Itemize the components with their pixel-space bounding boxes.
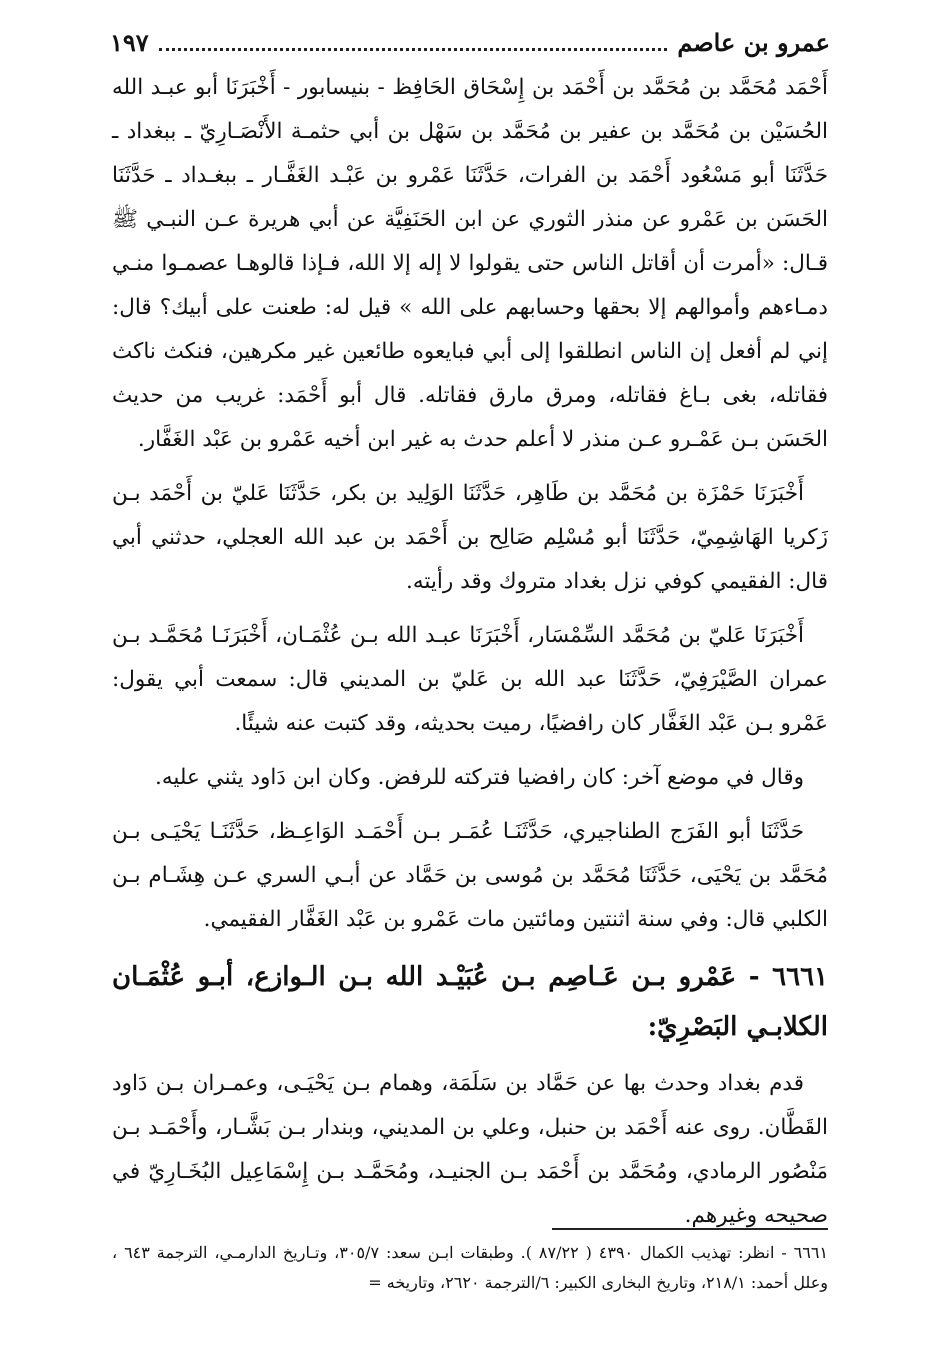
- page-number: ١٩٧: [110, 28, 149, 57]
- paragraph-5: حَدَّثَنَا أبو الفَرَج الطناجيري، حَدَّثَنَـا عُمَـر بـن أَحْمَـد الوَاعِـظ، حَدَّثَنَـا يَحْيَـى بـن مُحَمَّد بن يَحْيَى، حَدَّثَنَا مُحَمَّد بن مُوسى بن حَمَّاد عن أبـي السري عـن هِشَـام بـن الكلبي قال: وفي سنة اثنتين ومائتين مات عَمْرو بن عَبْد الغَفَّار الفقيمي.: [112, 819, 828, 932]
- leader-dots: [159, 34, 668, 51]
- paragraph-3: أَخْبَرَنَا عَليّ بن مُحَمَّد السِّمْسَار، أَخْبَرَنَا عبـد الله بـن عُثْمَـان، أَخْبَرَنَـا مُحَمَّـد بـن عمران الصَّيْرَفِيّ، حَدَّثَنَا عبد الله بن عَليّ بن المديني قال: سمعت أبي يقول: عَمْرو بـن عَبْد الغَفَّار كان رافضيًا، رميت بحديثه، وقد كتبت عنه شيئًا.: [112, 623, 828, 736]
- paragraph-1: أَحْمَد مُحَمَّد بن مُحَمَّد بن أَحْمَد بن إِسْحَاق الحَافِظ - بنيسابور - أَخْبَرَنَا أبو عبـد الله الحُسَيْن بن مُحَمَّد بن عفير بن مُحَمَّد بن سَهْل بن أبي حثمـة الأَنْصَـارِيّ ـ ببغداد ـ حَدَّثَنَا أبو مَسْعُود أَحْمَد بن الفرات، حَدَّثَنَا عَمْرو بن عَبْـد الغَفَّـار ـ ببغـداد ـ حَدَّثَنَا الحَسَن بن عَمْرو عن منذر الثوري عن ابن الحَنَفِيَّة عن أبي هريرة عـن النبـي ﷺ قـال: «أمرت أن أقاتل الناس حتى يقولوا لا إله إلا الله، فـإذا قالوهـا عصمـوا منـي دمـاءهم وأموالهم إلا بحقها وحسابهم على الله » قيل له: طعنت على أبيك؟ قال: إني لم أفعل إن الناس انطلقوا إلى أبي فبايعوه طائعين غير مكرهين، فنكث ناكث فقاتله، بغى بـاغ فقاتله، ومرق مارق فقاتله. قال أبو أَحْمَد: غريب من حديث الحَسَن بـن عَمْـرو عـن منذر لا أعلم حدث به غير ابن أخيه عَمْرو بن عَبْد الغَفَّار.: [112, 75, 828, 452]
- running-head: [110, 28, 830, 62]
- body-text: [112, 66, 828, 1248]
- footnote-divider: [552, 1228, 828, 1230]
- entry-heading: ٦٦٦١ - عَمْرو بـن عَـاصِم بـن عُبَيْـد الله بـن الـوازع، أبـو عُثْمَـان الكلابـي البَصْرِيّ:: [112, 962, 828, 1042]
- paragraph-2: أَخْبَرَنَا حَمْزَة بن مُحَمَّد بن طَاهِر، حَدَّثَنَا الوَلِيد بن بكر، حَدَّثَنَا عَليّ بن أَحْمَد بـن زَكريا الهَاشِمِيّ، حَدَّثَنَا أبو مُسْلِم صَالِح بن أَحْمَد بن عبد الله العجلي، حدثني أبي قال: الفقيمي كوفي نزل بغداد متروك وقد رأيته.: [112, 481, 828, 594]
- entry-text: قدم بغداد وحدث بها عن حَمَّاد بن سَلَمَة، وهمام بـن يَحْيَـى، وعمـران بـن دَاود القَطَّان. روى عنه أَحْمَد بن حنبل، وعلي بن المديني، وبندار بـن بَشَّـار، وأَحْمَـد بـن مَنْصُور الرمادي، ومُحَمَّد بن أَحْمَد بـن الجنيـد، ومُحَمَّـد بـن إِسْمَاعِيل البُخَـارِيّ في صحيحه وغيرهم.: [112, 1071, 828, 1228]
- paragraph-4: وقال في موضع آخر: كان رافضيا فتركته للرفض. وكان ابن دَاود يثني عليه.: [155, 765, 804, 790]
- running-title: عمرو بن عاصم: [677, 28, 830, 57]
- footnote-1: ٦٦٦١ - انظر: تهذيب الكمال ٤٣٩٠ ( ٨٧/٢٢ ). وطبقات ابـن سعد: ٣٠٥/٧، وتـاريخ الدارمـي، الترجمة ٦٤٣ ، وعلل أحمد: ٢١٨/١، وتاريخ البخارى الكبير: ٦/الترجمة ٢٦٢٠، وتاريخه =: [112, 1243, 829, 1292]
- footnotes: [112, 1238, 828, 1298]
